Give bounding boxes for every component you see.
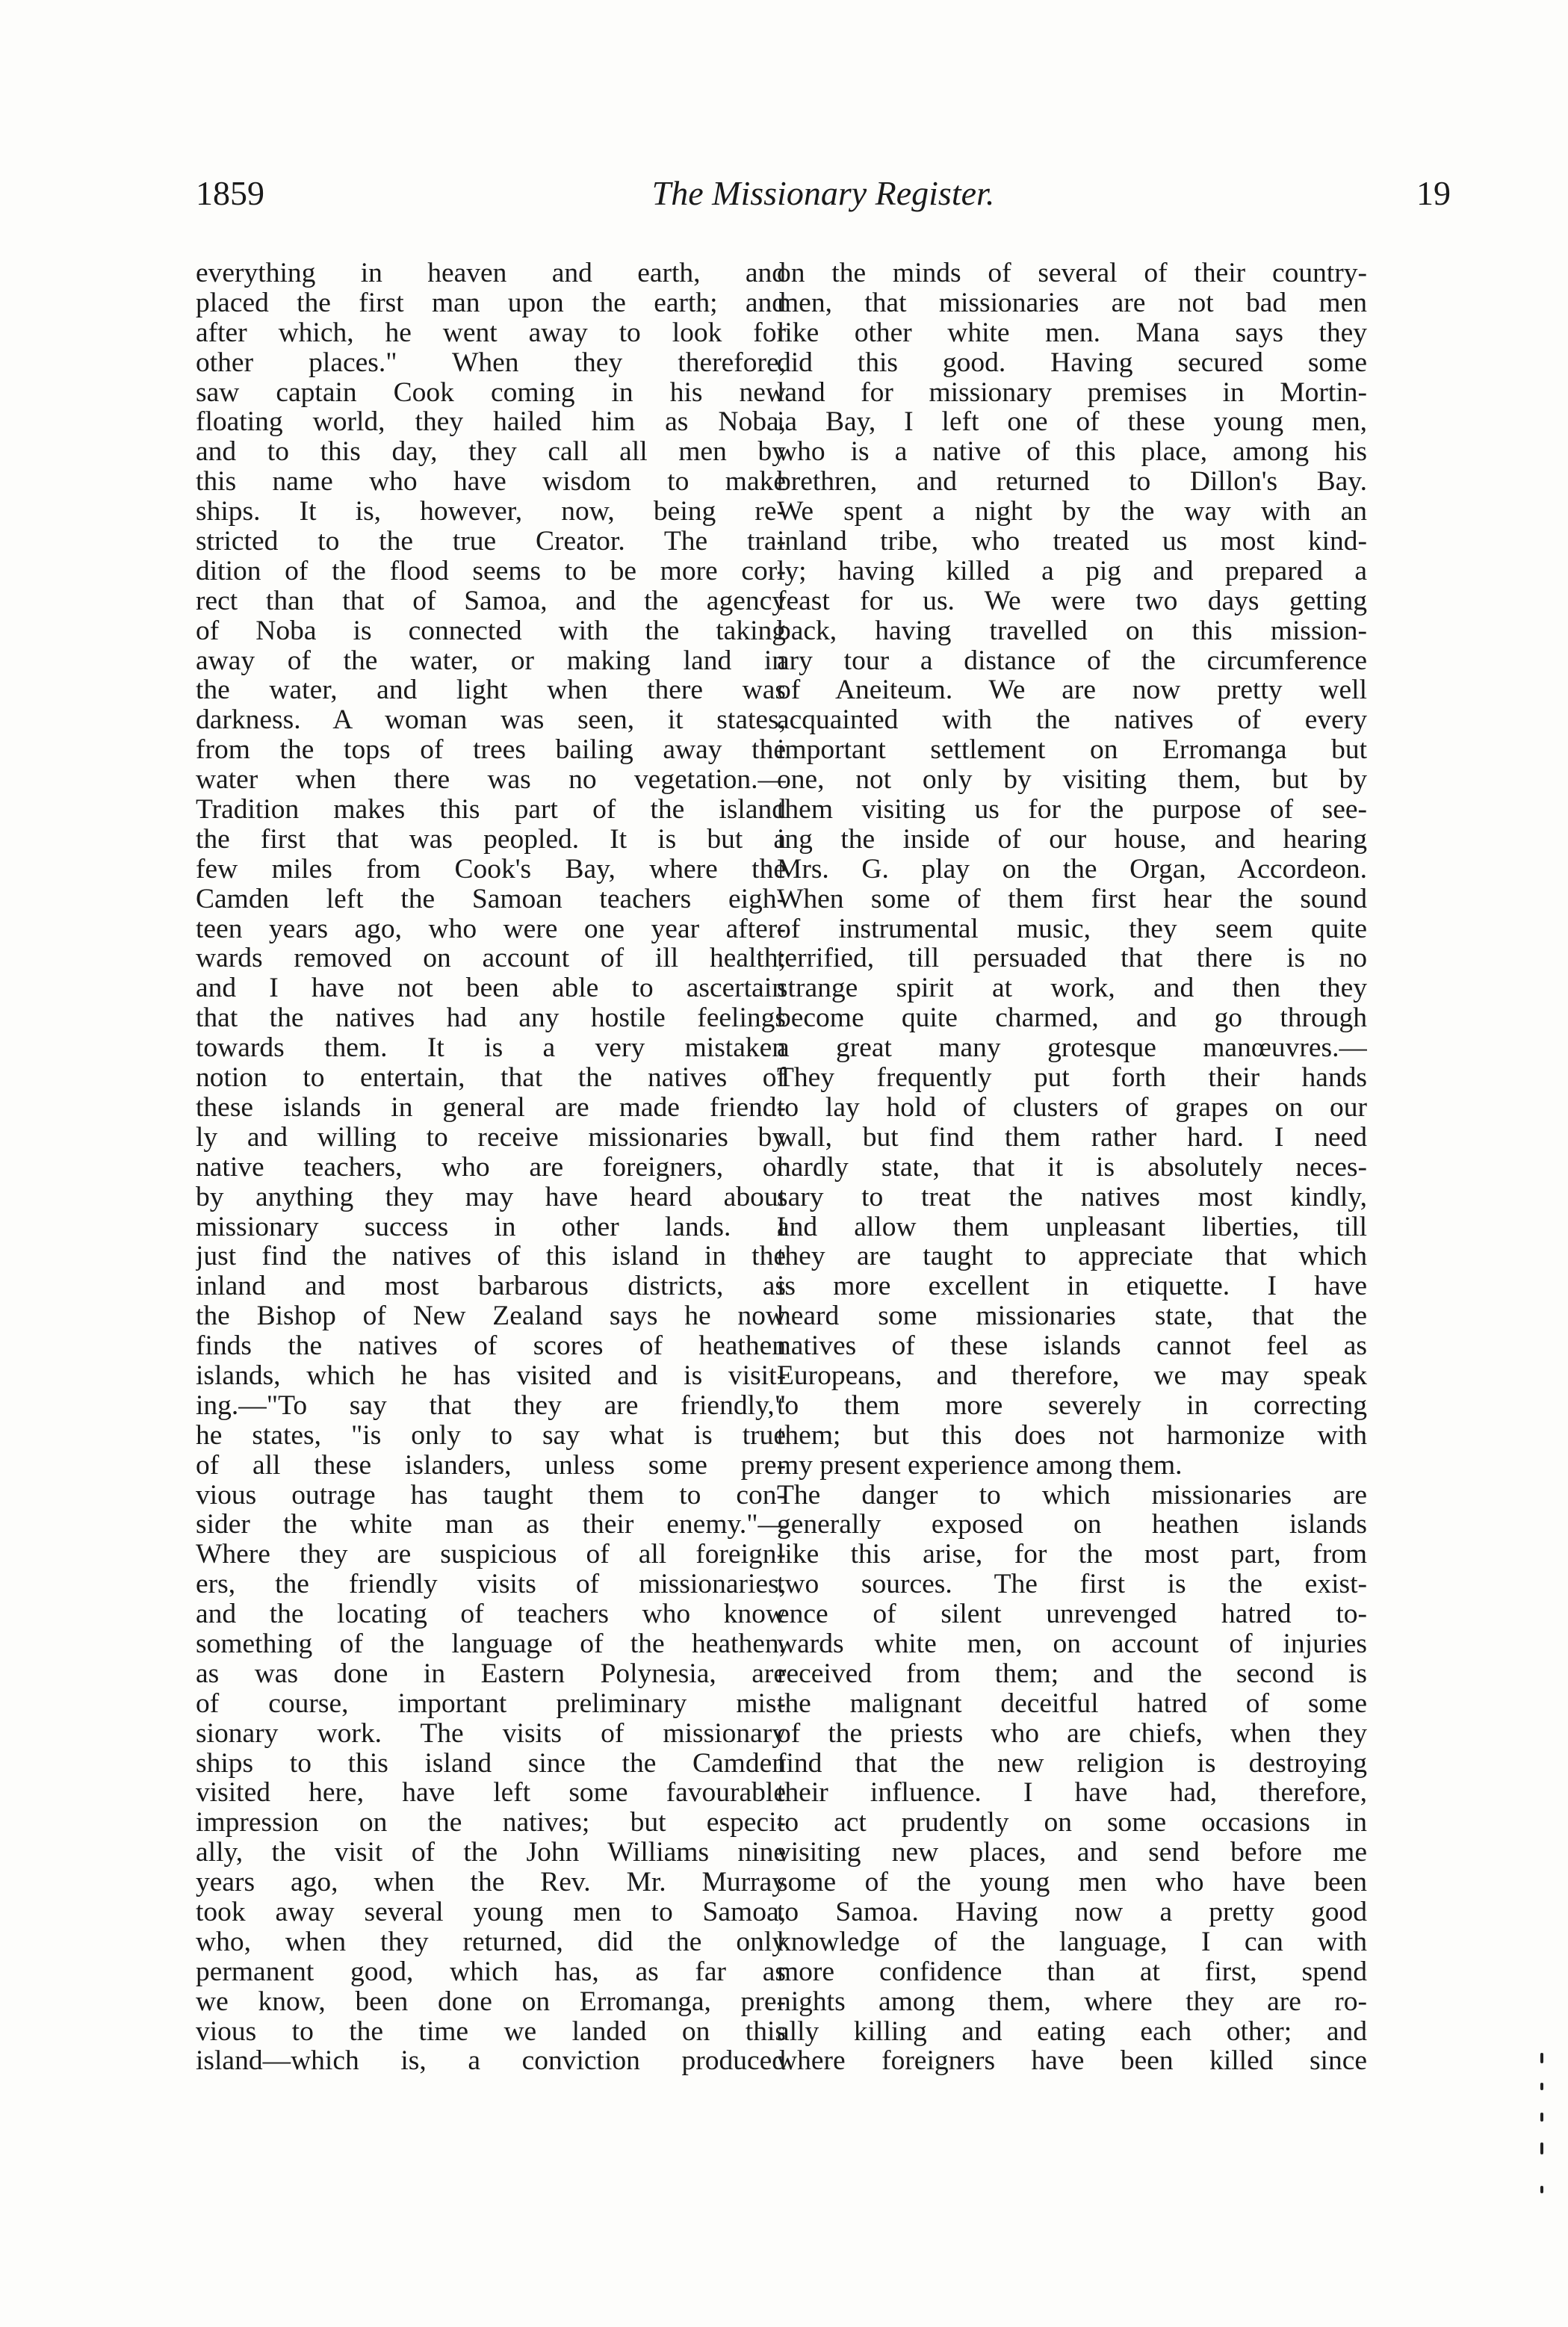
left-column-line: other places." When they therefore, (196, 347, 786, 378)
right-column-line: one, not only by visiting them, but by (777, 765, 1367, 796)
right-column-line: natives of these islands cannot feel as (777, 1331, 1367, 1361)
right-column-line: strange spirit at work, and then they (777, 973, 1367, 1004)
left-column-line: ships. It is, however, now, being re- (196, 497, 786, 527)
right-column-line: is more excellent in etiquette. I have (777, 1271, 1367, 1302)
right-column-line: inland tribe, who treated us most kind- (777, 527, 1367, 557)
right-column-line: important settlement on Erromanga but (777, 735, 1367, 766)
left-column-line: sionary work. The visits of missionary (196, 1718, 786, 1749)
right-column-line: two sources. The first is the exist- (777, 1570, 1367, 1600)
right-column-line: to act prudently on some occasions in (777, 1808, 1367, 1838)
left-column-line: years ago, when the Rev. Mr. Murray (196, 1868, 786, 1897)
header-year: 1859 (196, 174, 264, 212)
left-column-line: everything in heaven and earth, and (196, 258, 786, 288)
left-column-line: the Bishop of New Zealand says he now (196, 1301, 786, 1332)
right-column-line: did this good. Having secured some (777, 347, 1367, 378)
left-column-line: something of the language of the heathen, (196, 1629, 786, 1659)
left-column-line: ly and willing to receive missionaries by (196, 1122, 786, 1153)
left-column-line: rect than that of Samoa, and the agency (196, 586, 786, 616)
left-column-line: visited here, have left some favourable (196, 1778, 786, 1809)
right-column-line: them; but this does not harmonize with (777, 1420, 1367, 1451)
right-column-line: ly; having killed a pig and prepared a (777, 556, 1367, 586)
right-column-line: ence of silent unrevenged hatred to- (777, 1599, 1367, 1629)
right-column-line: ia Bay, I left one of these young men, (777, 407, 1367, 438)
left-text-column (196, 258, 786, 2076)
right-column-line: When some of them first hear the sound (777, 884, 1367, 914)
right-column-line: them visiting us for the purpose of see- (777, 795, 1367, 825)
journal-title: The Missionary Register. (651, 174, 995, 212)
right-column-line: wards white men, on account of injuries (777, 1629, 1367, 1659)
right-column-line: my present experience among them. (777, 1450, 1183, 1481)
left-column-line: and the locating of teachers who know (196, 1599, 786, 1629)
right-column-line: more confidence than at first, spend (777, 1956, 1367, 1987)
left-column-line: towards them. It is a very mistaken (196, 1033, 786, 1064)
right-column-line: of the priests who are chiefs, when they (777, 1718, 1367, 1749)
right-column-line: men, that missionaries are not bad men (777, 288, 1367, 318)
left-column-line: vious outrage has taught them to con- (196, 1480, 786, 1510)
left-column-line: from the tops of trees bailing away the (196, 735, 786, 766)
right-text-column (777, 258, 1367, 2076)
left-column-line: saw captain Cook coming in his new (196, 377, 786, 408)
right-column-line: terrified, till persuaded that there is no (777, 943, 1367, 974)
right-column-line: a great many grotesque manœuvres.— (777, 1033, 1367, 1064)
left-column-line: these islands in general are made friend- (196, 1092, 786, 1123)
left-column-line: ers, the friendly visits of missionaries, (196, 1570, 786, 1600)
right-column-line: some of the young men who have been (777, 1868, 1367, 1897)
running-head (196, 173, 1451, 226)
left-column-line: dition of the flood seems to be more cor- (196, 556, 786, 586)
right-column-line: nights among them, where they are ro- (777, 1986, 1367, 2017)
left-column-line: just find the natives of this island in the (196, 1242, 786, 1272)
left-column-line: ally, the visit of the John Williams nine (196, 1838, 786, 1868)
margin-specks (1537, 2053, 1546, 2217)
right-column-line: received from them; and the second is (777, 1658, 1367, 1689)
right-column-line: Mrs. G. play on the Organ, Accordeon. (777, 854, 1367, 884)
left-column-line: took away several young men to Samoa, (196, 1897, 786, 1927)
left-column-line: notion to entertain, that the natives of (196, 1063, 786, 1093)
left-column-line: the water, and light when there was (196, 675, 786, 706)
right-column-line: They frequently put forth their hands (777, 1063, 1367, 1093)
left-column-line: impression on the natives; but especi- (196, 1808, 786, 1838)
right-column-line: become quite charmed, and go through (777, 1003, 1367, 1034)
left-column-line: of all these islanders, unless some pre- (196, 1450, 786, 1481)
left-column-line: permanent good, which has, as far as (196, 1956, 786, 1987)
left-column-line: water when there was no vegetation.— (196, 765, 786, 796)
right-column-line: to Samoa. Having now a pretty good (777, 1897, 1367, 1927)
left-column-line: after which, he went away to look for (196, 317, 786, 348)
left-column-line: missionary success in other lands. I (196, 1212, 786, 1242)
left-column-line: few miles from Cook's Bay, where the (196, 854, 786, 884)
right-column-line: the malignant deceitful hatred of some (777, 1688, 1367, 1719)
right-column-line: Europeans, and therefore, we may speak (777, 1360, 1367, 1391)
left-column-line: inland and most barbarous districts, as (196, 1271, 786, 1302)
page-number: 19 (1416, 174, 1451, 212)
right-column-line: heard some missionaries state, that the (777, 1301, 1367, 1332)
left-column-line: who, when they returned, did the only (196, 1927, 786, 1957)
right-column-line: brethren, and returned to Dillon's Bay. (777, 467, 1367, 498)
left-column-line: of Noba is connected with the taking (196, 616, 786, 646)
right-column-line: We spent a night by the way with an (777, 497, 1367, 527)
right-column-line: hardly state, that it is absolutely neces- (777, 1152, 1367, 1183)
right-column-line: like other white men. Mana says they (777, 317, 1367, 348)
left-column-line: the first that was peopled. It is but a (196, 824, 786, 855)
right-column-line: where foreigners have been killed since (777, 2046, 1367, 2077)
left-column-line: wards removed on account of ill health; (196, 943, 786, 974)
left-column-line: sider the white man as their enemy."— (196, 1510, 786, 1540)
left-column-line: he states, "is only to say what is true (196, 1420, 786, 1451)
left-column-line: native teachers, who are foreigners, or (196, 1152, 786, 1183)
left-column-line: vious to the time we landed on this (196, 2016, 786, 2047)
left-column-line: of course, important preliminary mis- (196, 1688, 786, 1719)
right-column-line: ally killing and eating each other; and (777, 2016, 1367, 2047)
left-column-line: and I have not been able to ascertain (196, 973, 786, 1004)
right-column-line: find that the new religion is destroying (777, 1748, 1367, 1779)
right-column-line: on the minds of several of their country- (777, 258, 1367, 288)
right-column-line: and allow them unpleasant liberties, till (777, 1212, 1367, 1242)
right-column-line: visiting new places, and send before me (777, 1838, 1367, 1868)
left-column-line: teen years ago, who were one year after- (196, 914, 786, 944)
right-column-line: wall, but find them rather hard. I need (777, 1122, 1367, 1153)
left-column-line: that the natives had any hostile feelings (196, 1003, 786, 1034)
right-column-line: generally exposed on heathen islands (777, 1510, 1367, 1540)
right-column-line: to them more severely in correcting (777, 1390, 1367, 1421)
left-column-line: ing.—"To say that they are friendly," (196, 1390, 786, 1421)
right-column-line: ing the inside of our house, and hearing (777, 824, 1367, 855)
left-column-line: away of the water, or making land in (196, 645, 786, 676)
left-column-line: placed the first man upon the earth; and (196, 288, 786, 318)
right-column-line: acquainted with the natives of every (777, 705, 1367, 736)
right-column-line: knowledge of the language, I can with (777, 1927, 1367, 1957)
right-column-line: land for missionary premises in Mortin- (777, 377, 1367, 408)
left-column-line: darkness. A woman was seen, it states, (196, 705, 786, 736)
left-column-line: by anything they may have heard about (196, 1182, 786, 1212)
right-column-line: of instrumental music, they seem quite (777, 914, 1367, 944)
left-column-line: floating world, they hailed him as Noba, (196, 407, 786, 438)
left-column-line: Camden left the Samoan teachers eigh- (196, 884, 786, 914)
right-column-line: who is a native of this place, among his (777, 437, 1367, 468)
right-column-line: The danger to which missionaries are (777, 1480, 1367, 1510)
left-column-line: island—which is, a conviction produced (196, 2046, 786, 2077)
left-column-line: this name who have wisdom to make (196, 467, 786, 498)
left-column-line: finds the natives of scores of heathen (196, 1331, 786, 1361)
right-column-line: of Aneiteum. We are now pretty well (777, 675, 1367, 706)
left-column-line: we know, been done on Erromanga, pre- (196, 1986, 786, 2017)
left-column-line: islands, which he has visited and is visit- (196, 1360, 786, 1391)
left-column-line: Tradition makes this part of the island (196, 795, 786, 825)
right-column-line: to lay hold of clusters of grapes on our (777, 1092, 1367, 1123)
right-column-line: feast for us. We were two days getting (777, 586, 1367, 616)
right-column-line: ary tour a distance of the circumference (777, 645, 1367, 676)
left-column-line: stricted to the true Creator. The tra- (196, 527, 786, 557)
right-column-line: like this arise, for the most part, from (777, 1540, 1367, 1570)
left-column-line: as was done in Eastern Polynesia, are (196, 1658, 786, 1689)
left-column-line: Where they are suspicious of all foreign- (196, 1540, 786, 1570)
right-column-line: they are taught to appreciate that which (777, 1242, 1367, 1272)
left-column-line: and to this day, they call all men by (196, 437, 786, 468)
right-column-line: back, having travelled on this mission- (777, 616, 1367, 646)
right-column-line: sary to treat the natives most kindly, (777, 1182, 1367, 1212)
right-column-line: their influence. I have had, therefore, (777, 1778, 1367, 1809)
left-column-line: ships to this island since the Camden (196, 1748, 786, 1779)
